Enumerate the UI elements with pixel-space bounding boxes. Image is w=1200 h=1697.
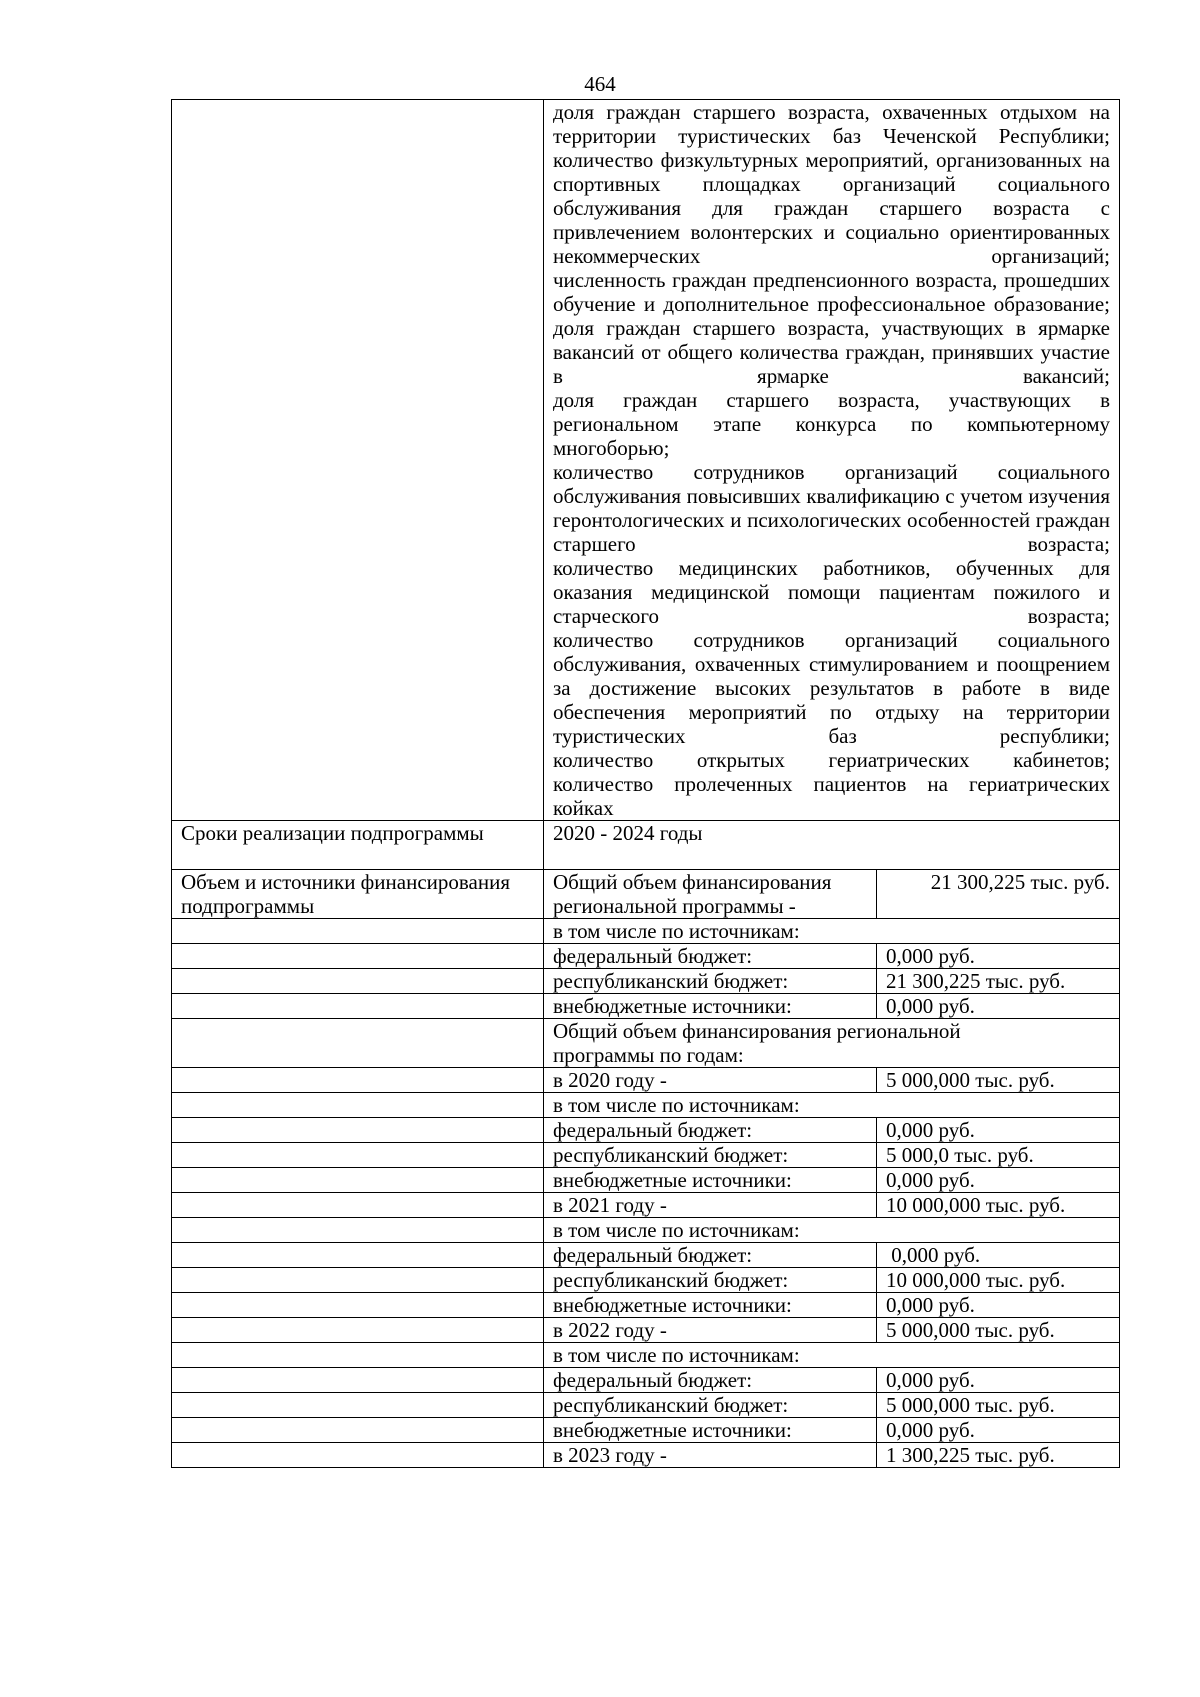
sources-header: в том числе по источникам:	[544, 1343, 1120, 1368]
financing-total-label: Общий объем финансирования региональной программы -	[544, 870, 877, 919]
source-label: федеральный бюджет:	[544, 1118, 877, 1143]
empty-cell	[172, 1368, 544, 1393]
sources-header-row	[172, 1093, 1120, 1118]
empty-cell	[172, 1443, 544, 1468]
source-row	[172, 1268, 1120, 1293]
by-year-header-row	[172, 1019, 1120, 1068]
by-year-label: Общий объем финансирования региональной программы по годам:	[544, 1019, 1120, 1068]
indicator-item: количество медицинских работников, обученных для оказания медицинской помощи пациентам пожилого и старческого возраста;	[553, 556, 1110, 628]
indicators-row	[172, 100, 1120, 821]
sources-header: в том числе по источникам:	[544, 1218, 1120, 1243]
indicator-item: численность граждан предпенсионного возраста, прошедших обучение и дополнительное профессиональное образование;	[553, 268, 1110, 316]
source-label: республиканский бюджет:	[544, 1393, 877, 1418]
indicator-item: доля граждан старшего возраста, участвующих в региональном этапе конкурса по компьютерному многоборью;	[553, 388, 1110, 460]
indicator-item: доля граждан старшего возраста, охваченных отдыхом на территории туристических баз Чеченской Республики;	[553, 100, 1110, 148]
empty-cell	[172, 1418, 544, 1443]
source-row	[172, 1118, 1120, 1143]
empty-cell	[172, 1218, 544, 1243]
sources-header-row	[172, 919, 1120, 944]
source-label: республиканский бюджет:	[544, 1268, 877, 1293]
indicators-cell	[544, 100, 1120, 821]
empty-cell	[172, 944, 544, 969]
empty-cell	[172, 1393, 544, 1418]
empty-cell	[172, 994, 544, 1019]
source-value: 0,000 руб.	[877, 944, 1120, 969]
source-label: внебюджетные источники:	[544, 1293, 877, 1318]
year-value: 1 300,225 тыс. руб.	[877, 1443, 1120, 1468]
source-label: республиканский бюджет:	[544, 1143, 877, 1168]
source-value: 5 000,000 тыс. руб.	[877, 1393, 1120, 1418]
sources-header-row	[172, 1343, 1120, 1368]
empty-cell	[172, 1268, 544, 1293]
year-value: 5 000,000 тыс. руб.	[877, 1318, 1120, 1343]
source-row	[172, 1418, 1120, 1443]
empty-cell	[172, 1143, 544, 1168]
year-label: в 2020 году -	[544, 1068, 877, 1093]
source-row	[172, 994, 1120, 1019]
source-row	[172, 1168, 1120, 1193]
source-value: 5 000,0 тыс. руб.	[877, 1143, 1120, 1168]
sources-header: в том числе по источникам:	[544, 919, 1120, 944]
empty-cell	[172, 1093, 544, 1118]
source-label: внебюджетные источники:	[544, 994, 877, 1019]
source-row	[172, 1368, 1120, 1393]
indicator-item: количество пролеченных пациентов на гериатрических койках	[553, 772, 1110, 820]
year-label: в 2022 году -	[544, 1318, 877, 1343]
indicator-item: количество открытых гериатрических кабинетов;	[553, 748, 1110, 772]
indicator-item: доля граждан старшего возраста, участвующих в ярмарке вакансий от общего количества граждан, принявших участие в ярмарке вакансий;	[553, 316, 1110, 388]
empty-cell	[172, 1019, 544, 1068]
indicator-item: количество физкультурных мероприятий, организованных на спортивных площадках организаций социального обслуживания для граждан старшего возраста с привлечением волонтерских и социально ориентированных некоммерческих организаций;	[553, 148, 1110, 268]
year-row	[172, 1318, 1120, 1343]
indicators-label-cell	[172, 100, 544, 821]
source-value: 0,000 руб.	[877, 1118, 1120, 1143]
year-row	[172, 1193, 1120, 1218]
empty-cell	[172, 1118, 544, 1143]
source-label: внебюджетные источники:	[544, 1168, 877, 1193]
source-label: федеральный бюджет:	[544, 944, 877, 969]
source-row	[172, 1143, 1120, 1168]
empty-cell	[172, 1243, 544, 1268]
financing-total-value: 21 300,225 тыс. руб.	[877, 870, 1120, 919]
year-row	[172, 1443, 1120, 1468]
source-value: 21 300,225 тыс. руб.	[877, 969, 1120, 994]
empty-cell	[172, 1343, 544, 1368]
empty-cell	[172, 919, 544, 944]
source-row	[172, 1243, 1120, 1268]
source-value: 10 000,000 тыс. руб.	[877, 1268, 1120, 1293]
source-row	[172, 969, 1120, 994]
empty-cell	[172, 1193, 544, 1218]
source-label: республиканский бюджет:	[544, 969, 877, 994]
source-value: 0,000 руб.	[877, 1168, 1120, 1193]
indicator-item: количество сотрудников организаций социального обслуживания повысивших квалификацию с учетом изучения геронтологических и психологических особенностей граждан старшего возраста;	[553, 460, 1110, 556]
program-passport-table	[171, 99, 1120, 1468]
empty-cell	[172, 1293, 544, 1318]
source-value: 0,000 руб.	[877, 1243, 1120, 1268]
source-row	[172, 1293, 1120, 1318]
financing-label: Объем и источники финансирования подпрограммы	[172, 870, 544, 919]
year-value: 5 000,000 тыс. руб.	[877, 1068, 1120, 1093]
year-label: в 2021 году -	[544, 1193, 877, 1218]
source-row	[172, 944, 1120, 969]
source-value: 0,000 руб.	[877, 1293, 1120, 1318]
page-number: 464	[584, 72, 616, 96]
source-value: 0,000 руб.	[877, 1418, 1120, 1443]
source-value: 0,000 руб.	[877, 994, 1120, 1019]
terms-row	[172, 821, 1120, 870]
empty-cell	[172, 1318, 544, 1343]
sources-header-row	[172, 1218, 1120, 1243]
source-label: федеральный бюджет:	[544, 1368, 877, 1393]
sources-header: в том числе по источникам:	[544, 1093, 1120, 1118]
empty-cell	[172, 1068, 544, 1093]
source-row	[172, 1393, 1120, 1418]
empty-cell	[172, 969, 544, 994]
empty-cell	[172, 1168, 544, 1193]
financing-total-row	[172, 870, 1120, 919]
year-row	[172, 1068, 1120, 1093]
year-value: 10 000,000 тыс. руб.	[877, 1193, 1120, 1218]
source-label: федеральный бюджет:	[544, 1243, 877, 1268]
year-label: в 2023 году -	[544, 1443, 877, 1468]
terms-label: Сроки реализации подпрограммы	[172, 821, 544, 870]
source-value: 0,000 руб.	[877, 1368, 1120, 1393]
terms-value: 2020 - 2024 годы	[544, 821, 1120, 870]
indicator-item: количество сотрудников организаций социального обслуживания, охваченных стимулированием и поощрением за достижение высоких результатов в работе в виде обеспечения мероприятий по отдыху на территории туристических баз республики;	[553, 628, 1110, 748]
source-label: внебюджетные источники:	[544, 1418, 877, 1443]
